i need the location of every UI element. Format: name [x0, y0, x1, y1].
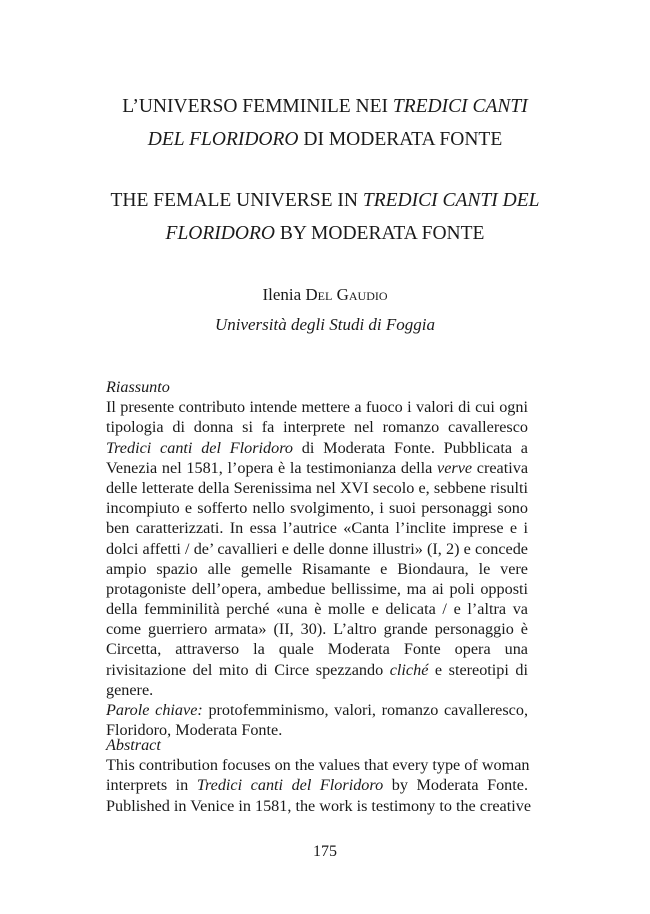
riassunto-section — [106, 377, 528, 740]
title-english-line2: FLORIDORO BY MODERATA FONTE — [165, 223, 485, 244]
riassunto-line: protagoniste dell’opera, ambedue bellissime, ma ai poli opposti — [106, 579, 528, 598]
riassunto-line: ben caratterizzati. In essa l’autrice «Canta l’inclite imprese e i — [106, 519, 528, 538]
page-number: 175 — [313, 843, 337, 860]
title-english — [60, 184, 590, 250]
abstract-heading: Abstract — [106, 736, 161, 754]
title-english-line1: THE FEMALE UNIVERSE IN TREDICI CANTI DEL — [110, 190, 540, 211]
riassunto-line: della femminilità perché «una è molle e delicata / e l’altra va — [106, 600, 528, 619]
riassunto-line: incompiuto e sofferto nello svolgimento, i suoi personaggi sono — [106, 499, 528, 518]
riassunto-line: rivisitazione del mito di Circe spezzando cliché e stereotipi di — [106, 660, 529, 679]
keywords-label: Parole chiave: — [106, 701, 203, 719]
author-affiliation: Università degli Studi di Foggia — [214, 315, 436, 334]
riassunto-line: Venezia nel 1581, l’opera è la testimonianza della verve creativa — [106, 458, 529, 477]
riassunto-line: ampio spazio alle gemelle Risamante e Biondaura, le vere — [106, 559, 528, 578]
title-italian-line2: DEL FLORIDORO DI MODERATA FONTE — [147, 129, 503, 150]
author-name: Ilenia Del Gaudio — [262, 285, 388, 304]
riassunto-line: come guerriero armata» (II, 30). L’altro grande personaggio è — [106, 620, 528, 639]
riassunto-heading: Riassunto — [106, 378, 170, 396]
riassunto-line: delle letterate della Serenissima nel XVI secolo e, sebbene risulti — [106, 478, 528, 497]
riassunto-line: Il presente contributo intende mettere a fuoco i valori di cui ogni — [106, 398, 528, 417]
abstract-line: Published in Venice in 1581, the work is testimony to the creative — [106, 796, 531, 815]
riassunto-line: dolci affetti / de’ cavallieri e delle donne illustri» (I, 2) e concede — [106, 539, 528, 558]
abstract-line: interprets in Tredici canti del Floridoro by Moderata Fonte. — [106, 776, 528, 795]
riassunto-line: genere. — [106, 680, 154, 699]
riassunto-line: tipologia di donna si fa interprete nel romanzo cavalleresco — [106, 418, 528, 437]
title-italian — [60, 90, 590, 156]
keywords-line: Floridoro, Moderata Fonte. — [106, 721, 283, 740]
abstract-line: This contribution focuses on the values that every type of woman — [106, 756, 530, 775]
keywords-line: Parole chiave: protofemminismo, valori, romanzo cavalleresco, — [106, 701, 528, 719]
riassunto-line: Circetta, attraverso la quale Moderata Fonte opera una — [106, 640, 528, 659]
riassunto-line: Tredici canti del Floridoro di Moderata Fonte. Pubblicata a — [106, 438, 528, 457]
title-italian-line1: L’UNIVERSO FEMMINILE NEI TREDICI CANTI — [122, 96, 528, 117]
abstract-section — [106, 735, 531, 816]
